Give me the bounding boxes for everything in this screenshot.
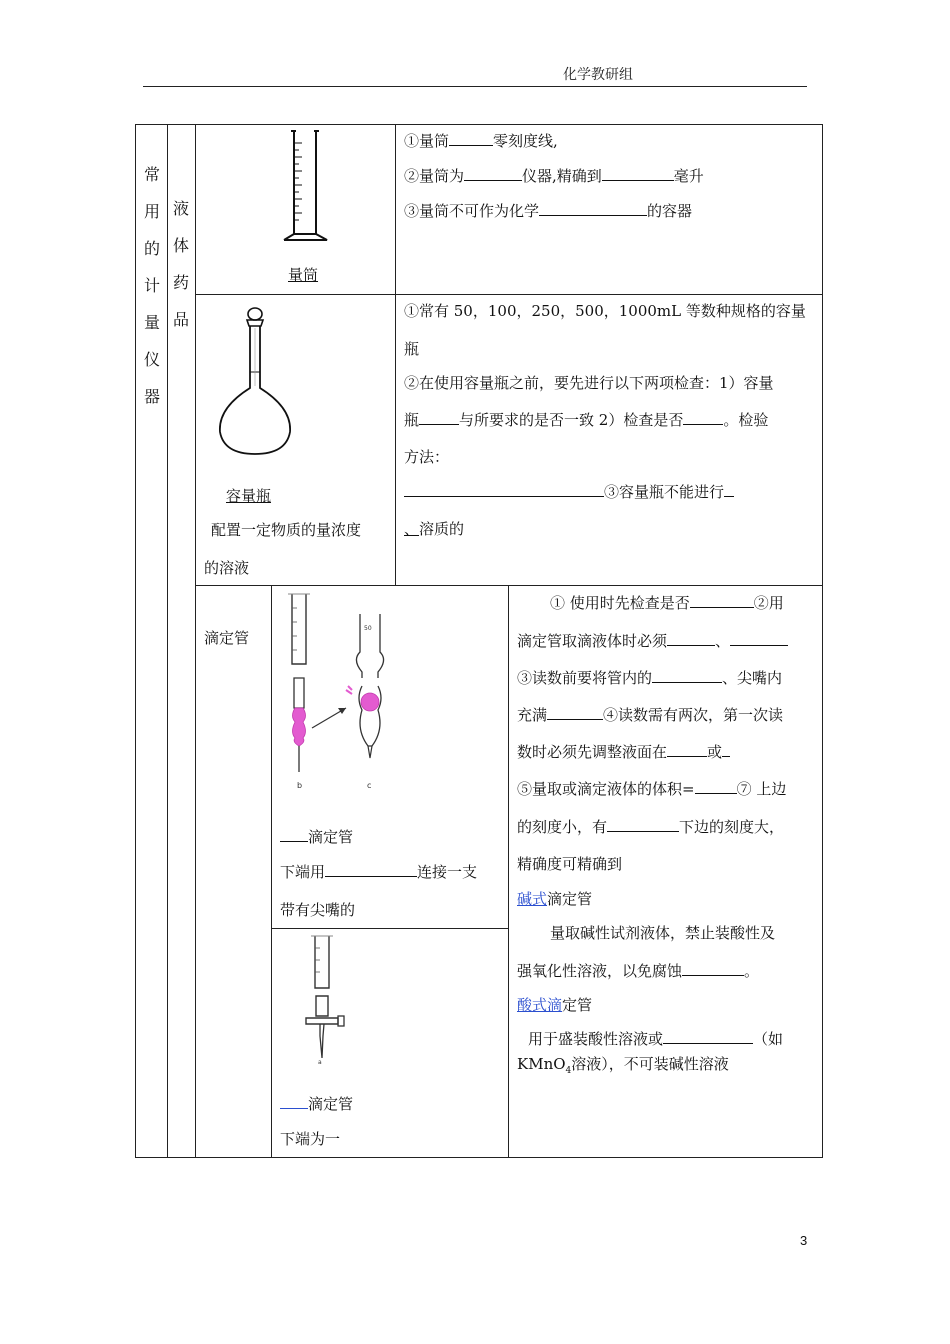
burette-label: 滴定管: [204, 629, 250, 647]
figure-label-a: a: [318, 1059, 322, 1066]
row-divider-1: [195, 294, 823, 295]
figure-label-b: b: [297, 781, 303, 790]
base-burette-heading: 碱式滴定管: [517, 890, 593, 908]
col-divider-3: [395, 124, 396, 586]
burette-note-4: 充满 ④读数需有两次，第一次读: [517, 706, 784, 724]
base-burette-line-3: 带有尖嘴的: [280, 901, 356, 919]
base-burette-illustration: [280, 590, 400, 795]
volumetric-flask-illustration: [214, 306, 294, 458]
acid-burette-desc-2: KMnO$_4$溶液），不可装碱性溶液: [517, 1055, 729, 1076]
flask-description-1: 配置一定物质的量浓度: [211, 521, 362, 539]
flask-note-4: 瓶 与所要求的是否一致 2）检查是否 。检验: [404, 411, 769, 429]
acid-burette-heading: 酸式滴定管: [517, 996, 593, 1014]
flask-note-6: ③容量瓶不能进行: [404, 481, 734, 502]
page-number: 3: [800, 1233, 808, 1248]
flask-note-7: 、溶质的: [404, 520, 465, 538]
base-burette-line-2: 下端用 连接一支: [280, 863, 478, 881]
col-divider-1: [167, 124, 168, 1158]
col-divider-2: [195, 124, 196, 1158]
burette-note-1: ① 使用时先检查是否 ②用: [550, 594, 784, 612]
figure-label-scale: 50: [364, 625, 372, 632]
header-title: 化学教研组: [563, 67, 633, 83]
flask-note-5: 方法：: [404, 448, 450, 466]
flask-note-2: 瓶: [404, 340, 420, 358]
burette-note-6: ⑤量取或滴定液体的体积= ⑦ 上边: [517, 780, 787, 798]
col-divider-5: [508, 585, 509, 1158]
header-rule: [143, 86, 807, 87]
flask-caption: 容量瓶: [226, 487, 272, 505]
acid-burette-line-2: 下端为一: [280, 1130, 341, 1148]
base-burette-link[interactable]: 碱式: [517, 890, 548, 908]
base-burette-desc-2: 强氧化性溶液，以免腐蚀 。: [517, 962, 760, 980]
base-burette-desc-1: 量取碱性试剂液体，禁止装酸性及: [550, 924, 776, 942]
burette-note-2: 滴定管取滴液体时必须 、: [517, 630, 788, 651]
acid-burette-illustration: [300, 932, 352, 1064]
figure-label-c: c: [367, 781, 372, 790]
burette-note-8: 精确度可精确到: [517, 855, 623, 873]
cylinder-caption: 量筒: [288, 266, 319, 284]
burette-note-5: 数时必须先调整液面在 或: [517, 741, 730, 762]
col-divider-4: [271, 585, 272, 1158]
acid-burette-desc-1: 用于盛装酸性溶液或 （如: [528, 1030, 784, 1048]
base-burette-title: 滴定管: [280, 826, 353, 847]
flask-note-3: ②在使用容量瓶之前，要先进行以下两项检查：1）容量: [404, 374, 774, 392]
flask-note-1: ①常有 50，100，250，500，1000mL 等数种规格的容量: [404, 302, 806, 320]
cylinder-note-1: ①量筒 零刻度线,: [404, 132, 558, 150]
acid-burette-title: 滴定管: [280, 1093, 353, 1114]
graduated-cylinder-illustration: [280, 128, 332, 243]
row-divider-2: [195, 585, 823, 586]
cylinder-note-3: ③量筒不可作为化学 的容器: [404, 202, 693, 220]
burette-note-7: 的刻度小，有 下边的刻度大，: [517, 818, 785, 836]
cylinder-note-2: ②量筒为 仪器,精确到 毫升: [404, 167, 704, 185]
acid-burette-link[interactable]: 酸式滴: [517, 996, 563, 1014]
flask-description-2: 的溶液: [204, 559, 250, 577]
subcategory-label: 液 体 药 品: [172, 199, 189, 329]
row-divider-3: [271, 928, 508, 929]
category-label: 常 用 的 计 量 仪 器: [143, 165, 160, 406]
burette-note-3: ③读数前要将管内的 、尖嘴内: [517, 669, 783, 687]
